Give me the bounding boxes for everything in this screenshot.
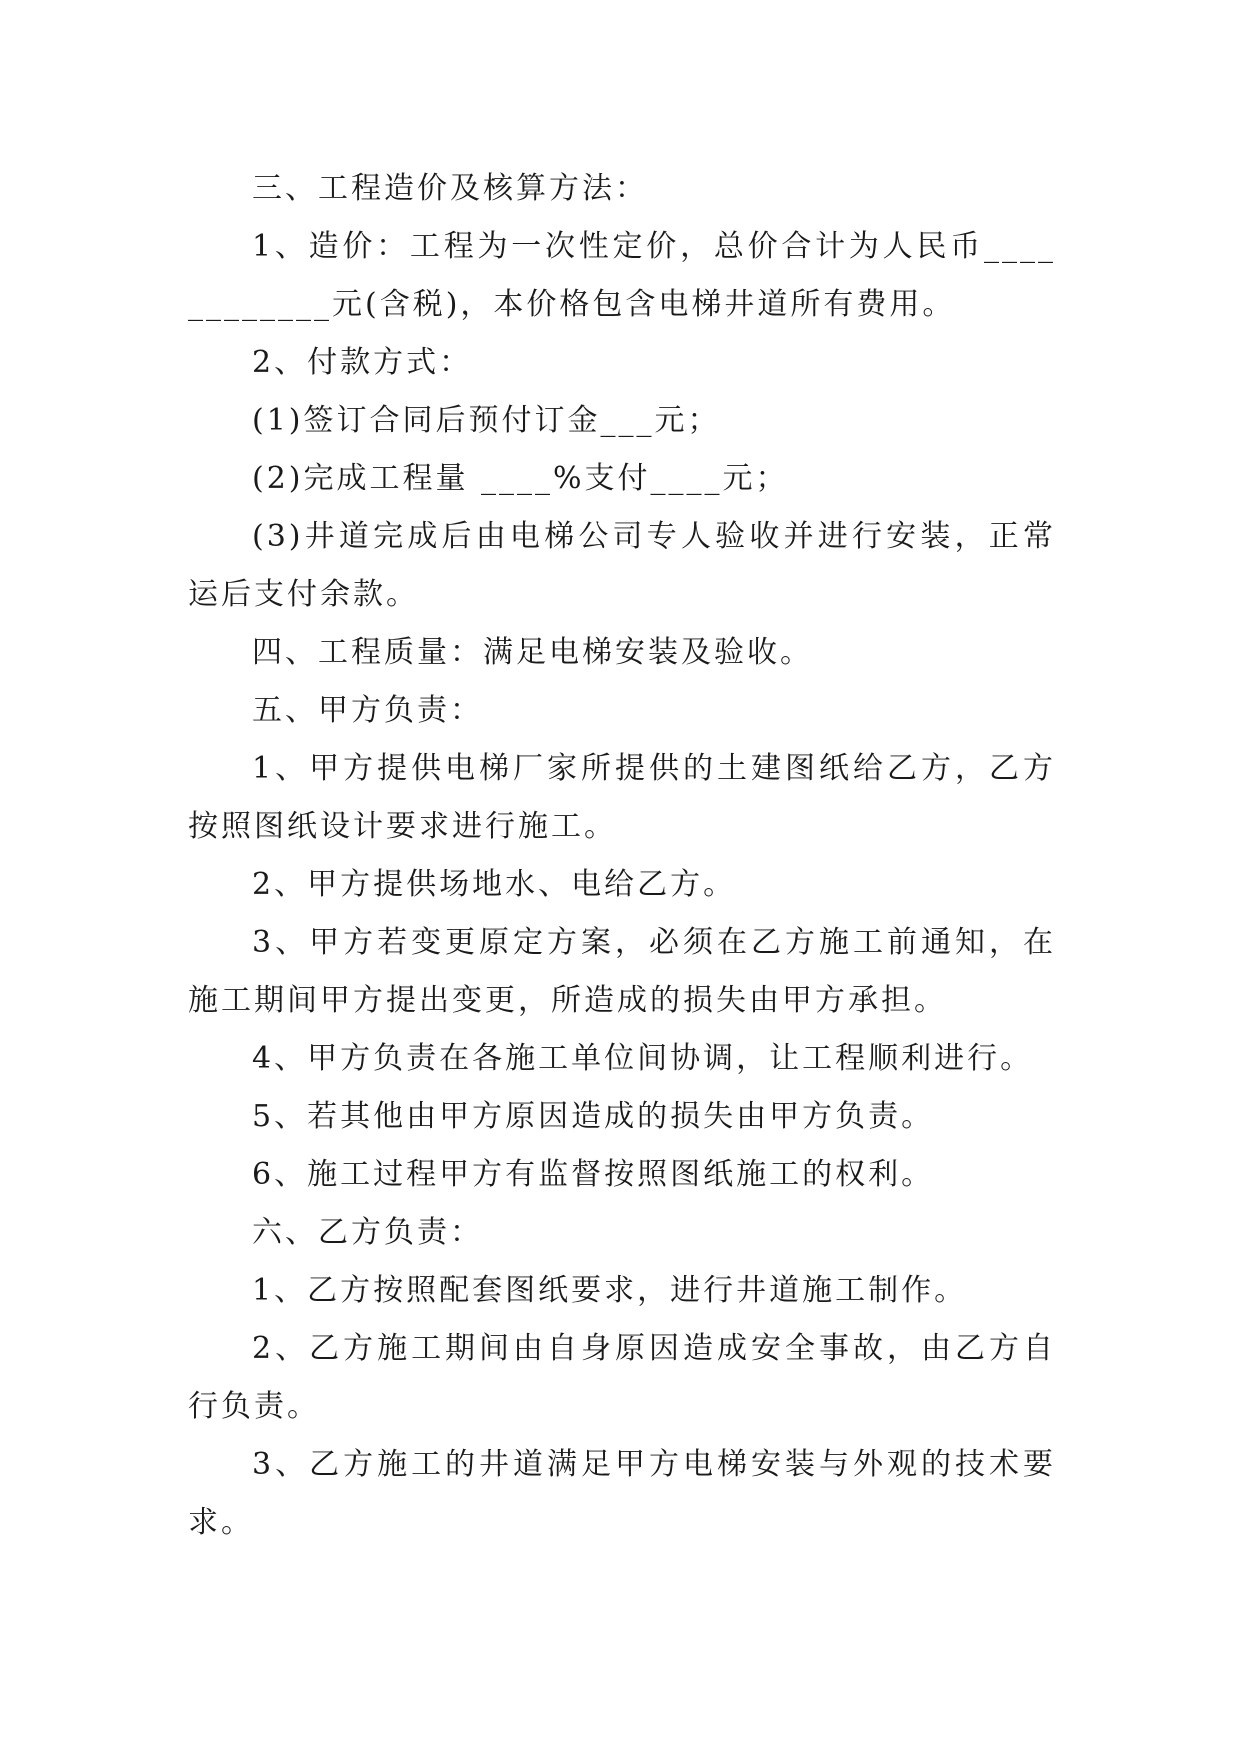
party-a-clause-2: 2、甲方提供场地水、电给乙方。 [252, 867, 737, 902]
clause-payment-method: 2、付款方式： [252, 345, 473, 380]
section-heading-quality: 四、工程质量：满足电梯安装及验收。 [252, 635, 813, 670]
section-heading-party-a: 五、甲方负责： [252, 693, 483, 728]
section-heading-pricing: 三、工程造价及核算方法： [252, 171, 648, 206]
party-a-clause-5: 5、若其他由甲方原因造成的损失由甲方负责。 [252, 1099, 935, 1134]
clause-payment-progress: (2)完成工程量 ____%支付____元； [252, 461, 789, 496]
clause-payment-balance: (3)井道完成后由电梯公司专人验收并进行安装，正常运后支付余款。 [188, 519, 1056, 612]
party-a-clause-4: 4、甲方负责在各施工单位间协调，让工程顺利进行。 [252, 1041, 1034, 1076]
party-b-clause-3: 3、乙方施工的井道满足甲方电梯安装与外观的技术要求。 [188, 1447, 1056, 1540]
party-a-clause-1: 1、甲方提供电梯厂家所提供的土建图纸给乙方，乙方按照图纸设计要求进行施工。 [188, 751, 1056, 844]
party-a-clause-3: 3、甲方若变更原定方案，必须在乙方施工前通知，在施工期间甲方提出变更，所造成的损失由甲方承担。 [188, 925, 1056, 1018]
party-a-clause-6: 6、施工过程甲方有监督按照图纸施工的权利。 [252, 1157, 935, 1192]
section-heading-party-b: 六、乙方负责： [252, 1215, 483, 1250]
party-b-clause-2: 2、乙方施工期间由自身原因造成安全事故，由乙方自行负责。 [188, 1331, 1056, 1424]
clause-payment-deposit: (1)签订合同后预付订金___元； [252, 403, 721, 438]
clause-price: 1、造价：工程为一次性定价，总价合计为人民币____________元(含税)，本价格包含电梯井道所有费用。 [188, 229, 1056, 322]
party-b-clause-1: 1、乙方按照配套图纸要求，进行井道施工制作。 [252, 1273, 968, 1308]
document-body [188, 160, 1056, 1552]
